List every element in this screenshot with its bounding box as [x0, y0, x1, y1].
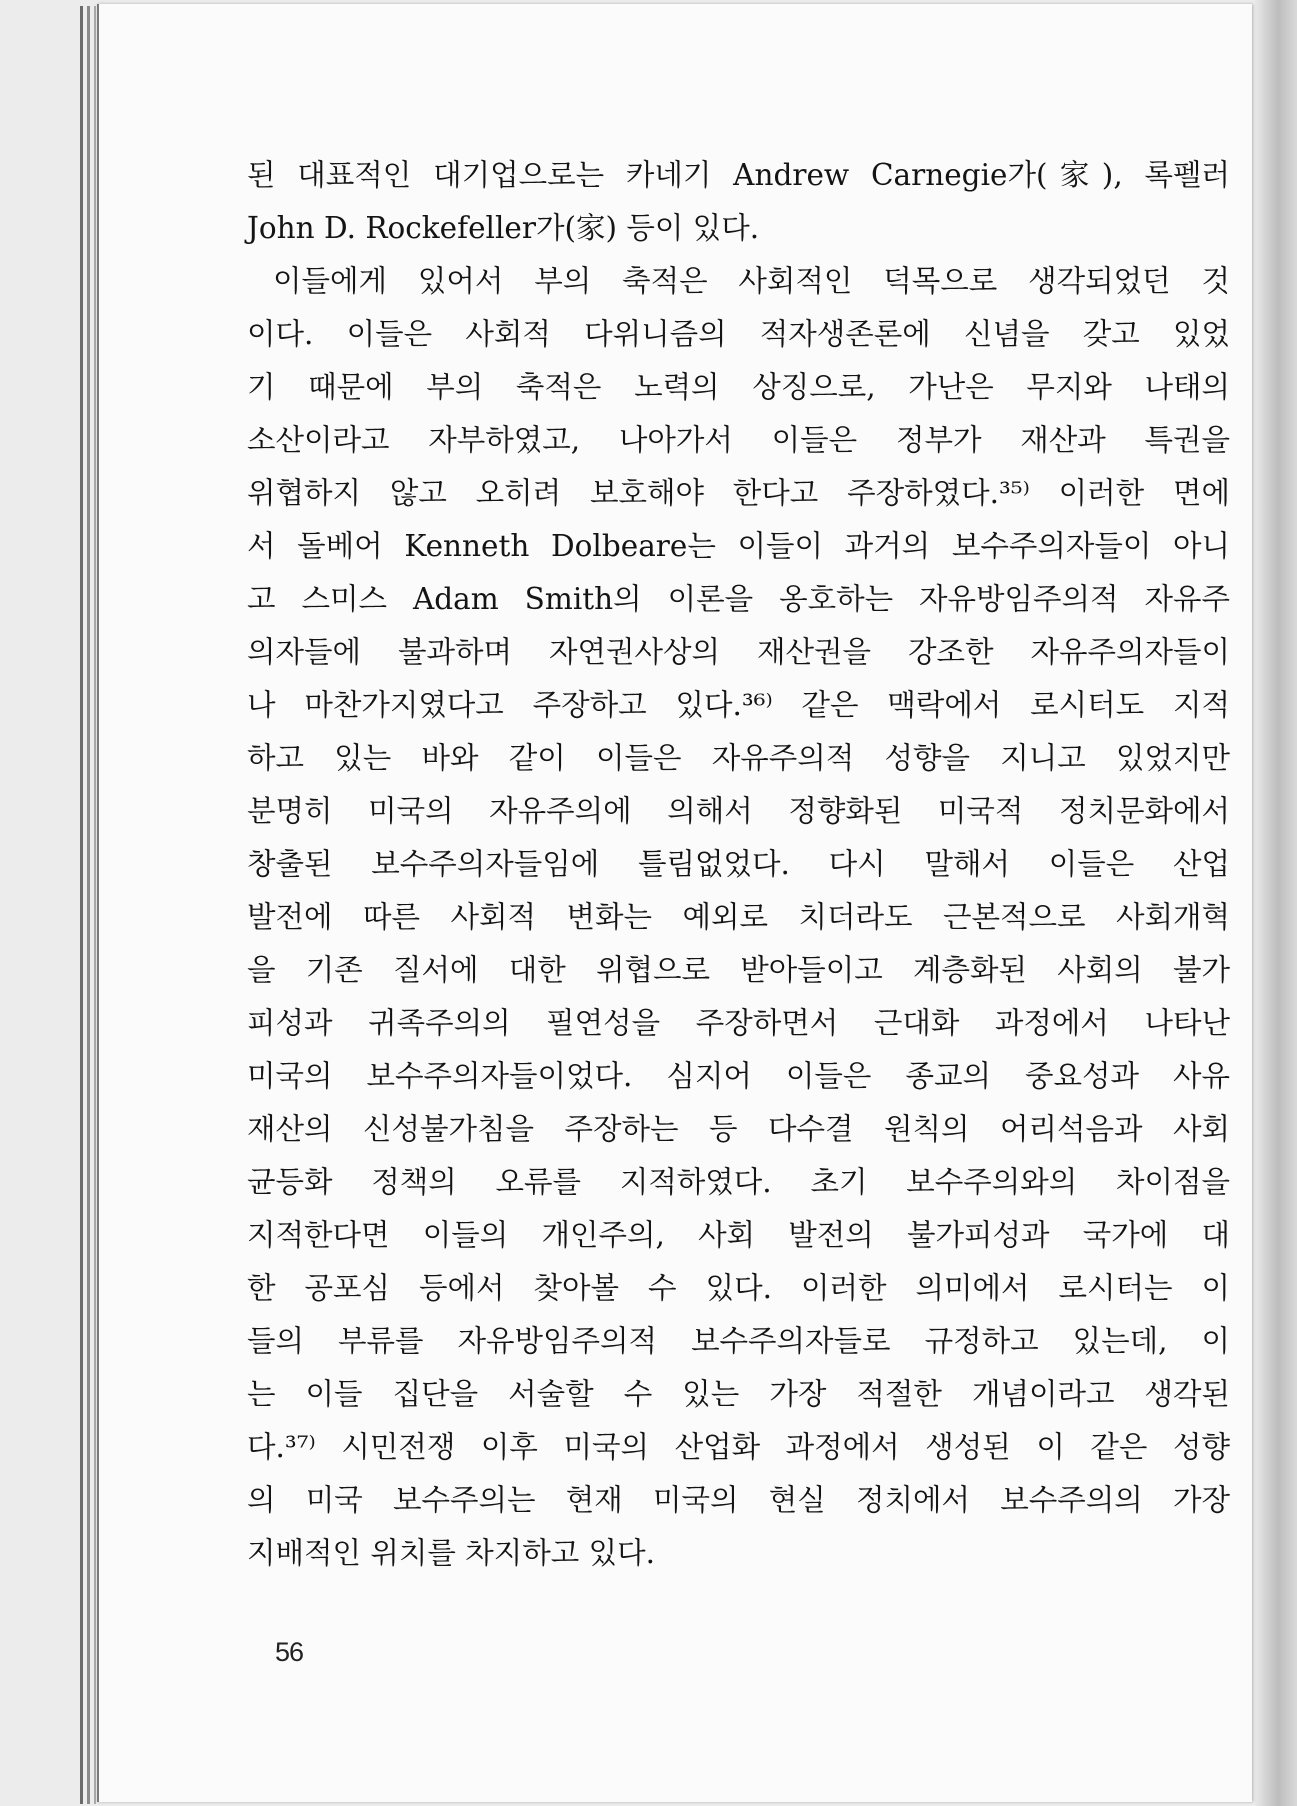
text-line: 기 때문에 부의 축적은 노력의 상징으로, 가난은 무지와 나태의: [247, 370, 1230, 404]
text-line: 지적한다면 이들의 개인주의, 사회 발전의 불가피성과 국가에 대: [247, 1218, 1230, 1252]
text-line: 이들에게 있어서 부의 축적은 사회적인 덕목으로 생각되었던 것: [273, 264, 1230, 298]
text-line: 을 기존 질서에 대한 위협으로 받아들이고 계층화된 사회의 불가: [247, 953, 1230, 987]
text-line: 나 마찬가지였다고 주장하고 있다.³⁶⁾ 같은 맥락에서 로시터도 지적: [247, 688, 1230, 722]
text-line: 들의 부류를 자유방임주의적 보수주의자들로 규정하고 있는데, 이: [247, 1324, 1230, 1358]
text-line: 재산의 신성불가침을 주장하는 등 다수결 원칙의 어리석음과 사회: [247, 1112, 1230, 1146]
book-page: [97, 4, 1252, 1802]
text-line: John D. Rockefeller가(家) 등이 있다.: [247, 211, 760, 245]
text-line: 서 돌베어 Kenneth Dolbeare는 이들이 과거의 보수주의자들이 아니: [247, 529, 1230, 563]
next-page-edge: [1255, 0, 1297, 1806]
text-line: 하고 있는 바와 같이 이들은 자유주의적 성향을 지니고 있었지만: [247, 741, 1230, 775]
text-line: 이다. 이들은 사회적 다위니즘의 적자생존론에 신념을 갖고 있었: [247, 317, 1230, 351]
text-line: 피성과 귀족주의의 필연성을 주장하면서 근대화 과정에서 나타난: [247, 1006, 1230, 1040]
text-line: 미국의 보수주의자들이었다. 심지어 이들은 종교의 중요성과 사유: [247, 1059, 1230, 1093]
text-line: 균등화 정책의 오류를 지적하였다. 초기 보수주의와의 차이점을: [247, 1165, 1230, 1199]
text-line: 소산이라고 자부하였고, 나아가서 이들은 정부가 재산과 특권을: [247, 423, 1230, 457]
page-number: 56: [275, 1637, 304, 1667]
body-text: [247, 149, 1230, 1580]
text-line: 분명히 미국의 자유주의에 의해서 정향화된 미국적 정치문화에서: [247, 794, 1230, 828]
text-line: 창출된 보수주의자들임에 틀림없었다. 다시 말해서 이들은 산업: [247, 847, 1230, 881]
text-line: 다.³⁷⁾ 시민전쟁 이후 미국의 산업화 과정에서 생성된 이 같은 성향: [247, 1430, 1230, 1464]
page-stack-edge: [94, 6, 96, 1804]
text-line: 지배적인 위치를 차지하고 있다.: [247, 1536, 655, 1570]
text-line: 의자들에 불과하며 자연권사상의 재산권을 강조한 자유주의자들이: [247, 635, 1230, 669]
page-stack-edge: [87, 6, 90, 1804]
page-stack-edge: [80, 6, 83, 1804]
text-line: 발전에 따른 사회적 변화는 예외로 치더라도 근본적으로 사회개혁: [247, 900, 1230, 934]
text-line: 위협하지 않고 오히려 보호해야 한다고 주장하였다.³⁵⁾ 이러한 면에: [247, 476, 1230, 510]
text-line: 는 이들 집단을 서술할 수 있는 가장 적절한 개념이라고 생각된: [247, 1377, 1230, 1411]
text-line: 한 공포심 등에서 찾아볼 수 있다. 이러한 의미에서 로시터는 이: [247, 1271, 1230, 1305]
text-line: 된 대표적인 대기업으로는 카네기 Andrew Carnegie가(家), 록펠러: [247, 158, 1230, 192]
text-line: 의 미국 보수주의는 현재 미국의 현실 정치에서 보수주의의 가장: [247, 1483, 1230, 1517]
text-line: 고 스미스 Adam Smith의 이론을 옹호하는 자유방임주의적 자유주: [247, 582, 1230, 616]
